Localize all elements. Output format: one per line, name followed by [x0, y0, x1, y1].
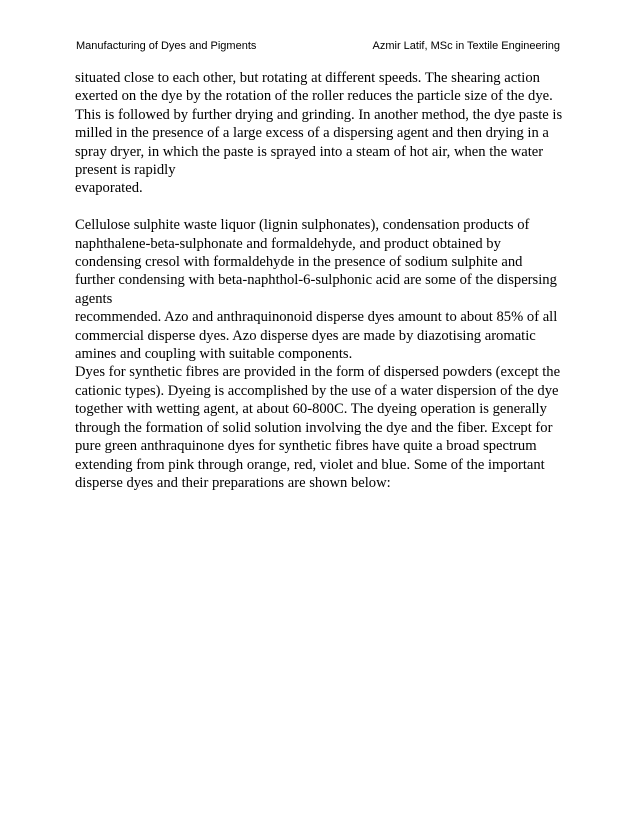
header-title: Manufacturing of Dyes and Pigments	[76, 40, 257, 52]
paragraph-2	[75, 216, 575, 492]
text-line: exerted on the dye by the rotation of the roller reduces the particle size of the dye.	[75, 88, 553, 105]
paragraph-1	[75, 69, 575, 198]
text-line: naphthalene-beta-sulphonate and formaldehyde, and product obtained by	[75, 235, 501, 252]
text-line: cationic types). Dyeing is accomplished by the use of a water dispersion of the dye	[75, 382, 559, 399]
text-line: agents	[75, 290, 113, 307]
page-header	[76, 40, 560, 52]
text-line: Dyes for synthetic fibres are provided in the form of dispersed powders (except the	[75, 364, 561, 381]
text-line: further condensing with beta-naphthol-6-sulphonic acid are some of the dispersing	[75, 272, 557, 289]
text-line: condensing cresol with formaldehyde in the presence of sodium sulphite and	[75, 254, 523, 271]
text-line: This is followed by further drying and grinding. In another method, the dye paste is	[75, 106, 563, 123]
text-line: present is rapidly	[75, 162, 176, 179]
text-line: extending from pink through orange, red, violet and blue. Some of the important	[75, 456, 545, 473]
text-line: recommended. Azo and anthraquinonoid disperse dyes amount to about 85% of all	[75, 309, 558, 326]
text-line: Cellulose sulphite waste liquor (lignin sulphonates), condensation products of	[75, 217, 530, 234]
body-text	[75, 69, 575, 492]
text-line: evaporated.	[75, 180, 143, 197]
paragraph-gap	[75, 198, 575, 216]
text-line: pure green anthraquinone dyes for synthetic fibres have quite a broad spectrum	[75, 438, 537, 455]
text-line: together with wetting agent, at about 60-800C. The dyeing operation is generally	[75, 401, 547, 418]
text-line: disperse dyes and their preparations are shown below:	[75, 474, 391, 491]
text-line: through the formation of solid solution involving the dye and the fiber. Except for	[75, 419, 553, 436]
text-line: commercial disperse dyes. Azo disperse dyes are made by diazotising aromatic	[75, 327, 536, 344]
text-line: spray dryer, in which the paste is sprayed into a steam of hot air, when the water	[75, 143, 544, 160]
text-line: amines and coupling with suitable components.	[75, 346, 353, 363]
header-author: Azmir Latif, MSc in Textile Engineering	[372, 40, 560, 52]
text-line: situated close to each other, but rotating at different speeds. The shearing action	[75, 70, 540, 86]
text-line: milled in the presence of a large excess of a dispersing agent and then drying in a	[75, 125, 549, 142]
